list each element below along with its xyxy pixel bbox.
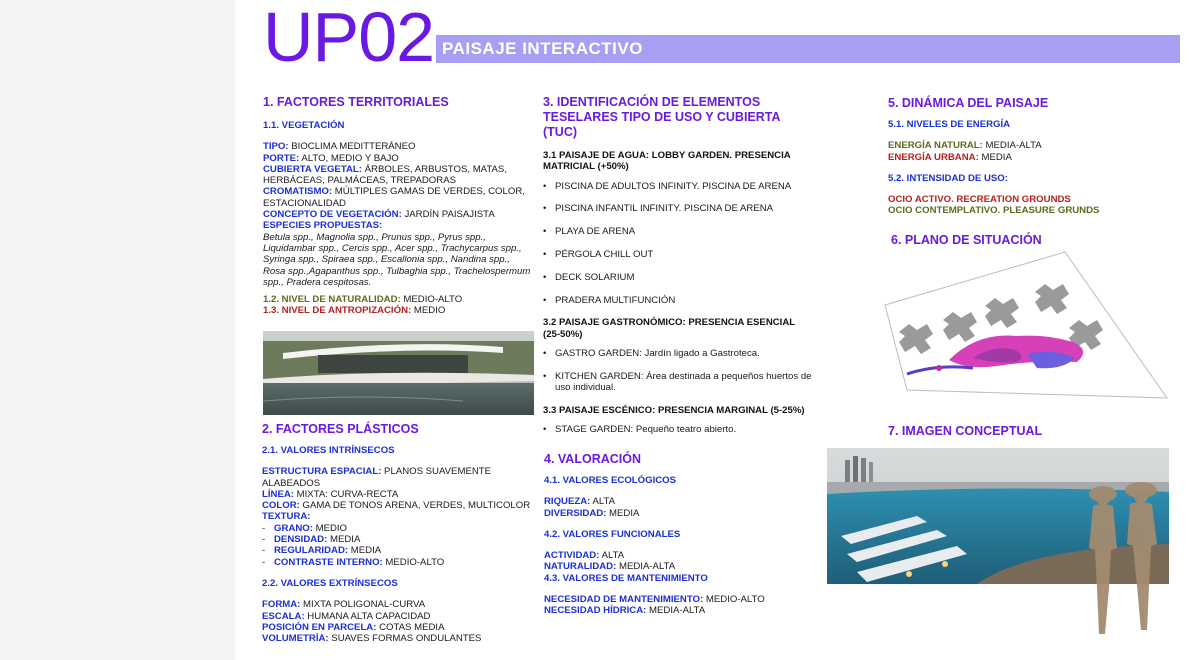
field-diversidad: DIVERSIDAD: MEDIA [544, 507, 640, 519]
field-volumetria: VOLUMETRÍA: SUAVES FORMAS ONDULANTES [262, 633, 482, 642]
section-2-2-title: 2.2. VALORES EXTRÍNSECOS [262, 577, 398, 589]
field-contraste: - CONTRASTE INTERNO: MEDIO-ALTO [262, 556, 445, 568]
column-plastic [262, 422, 542, 641]
house-pool-photo [263, 331, 534, 415]
section-4-2-title: 4.2. VALORES FUNCIONALES [544, 528, 681, 540]
column-valoracion [544, 452, 814, 617]
list-3-3 [543, 424, 813, 435]
section-7-title: 7. IMAGEN CONCEPTUAL [888, 424, 1043, 438]
column-dinamica [888, 96, 1178, 217]
bullet-icon: • [543, 203, 547, 215]
list-3-2 [543, 348, 813, 393]
list-item [543, 226, 813, 237]
list-item-text: STAGE GARDEN: Pequeño teatro abierto. [555, 424, 737, 436]
section-1-title: 1. FACTORES TERRITORIALES [263, 95, 449, 109]
bullet-icon: • [543, 347, 547, 359]
list-item [543, 272, 813, 283]
section-3-3-title: 3.3 PAISAJE ESCÉNICO: PRESENCIA MARGINAL (5-25%) [543, 404, 805, 416]
section-4-1-title: 4.1. VALORES ECOLÓGICOS [544, 475, 677, 486]
field-riqueza: RIQUEZA: ALTA [544, 496, 616, 508]
list-item [543, 424, 813, 435]
bullet-icon: • [543, 248, 547, 260]
people-silhouettes [1075, 478, 1171, 638]
ocio-activo: OCIO ACTIVO. RECREATION GROUNDS [888, 194, 1071, 206]
list-item [543, 295, 813, 306]
list-item-text: PISCINA DE ADULTOS INFINITY. PISCINA DE ARENA [555, 180, 792, 192]
field-concepto: CONCEPTO DE VEGETACIÓN: JARDÍN PAISAJISTA [263, 209, 495, 221]
bullet-icon: • [543, 424, 547, 436]
field-mantenimiento: NECESIDAD DE MANTENIMIENTO: MEDIO-ALTO [544, 594, 765, 606]
field-naturalidad: 1.2. NIVEL DE NATURALIDAD: MEDIO-ALTO [263, 294, 463, 306]
sheet-title-bar: PAISAJE INTERACTIVO [436, 35, 1180, 63]
field-textura: TEXTURA: [262, 511, 311, 523]
field-especies-value: Betula spp., Magnolia spp., Prunus spp., Pyrus spp., Liquidambar spp., Cercis spp., Acer spp., Trachycarpus spp., Syringa spp., Spiraea spp., Escallonia spp., Nandina spp., Rosa spp.,Agapanthus spp., Tulbaghia spp., Trachelospermum spp., Pradera cespitosas. [263, 231, 531, 288]
section-1-1-title: 1.1. VEGETACIÓN [263, 120, 345, 131]
section-5-2-title: 5.2. INTENSIDAD DE USO: [888, 172, 1008, 184]
sheet-code: UP02 [263, 0, 435, 76]
field-cromatismo: CROMATISMO: MÚLTIPLES GAMAS DE VERDES, COLOR, ESTACIONALIDAD [263, 186, 525, 209]
field-posicion: POSICIÓN EN PARCELA: COTAS MEDIA [262, 621, 445, 633]
list-item [543, 181, 813, 192]
section-3-2-title: 3.2 PAISAJE GASTRONÓMICO: PRESENCIA ESENCIAL (25-50%) [543, 317, 795, 340]
bullet-icon: • [543, 271, 547, 283]
list-3-1 [543, 181, 813, 306]
field-hidrica: NECESIDAD HÍDRICA: MEDIA-ALTA [544, 605, 706, 617]
field-escala: ESCALA: HUMANA ALTA CAPACIDAD [262, 610, 431, 622]
field-grano: - GRANO: MEDIO [262, 522, 348, 534]
section-4-title: 4. VALORACIÓN [544, 452, 641, 466]
field-cubierta: CUBIERTA VEGETAL: ÁRBOLES, ARBUSTOS, MATAS, HERBÁCEAS, PALMÁCEAS, TREPADORAS [263, 163, 507, 187]
section-2-1-title: 2.1. VALORES INTRÍNSECOS [262, 445, 395, 456]
section-6-block [891, 233, 1181, 248]
ocio-contemplativo: OCIO CONTEMPLATIVO. PLEASURE GRUNDS [888, 205, 1100, 217]
field-especies-label: ESPECIES PROPUESTAS: [263, 220, 383, 232]
field-estructura: ESTRUCTURA ESPACIAL: PLANOS SUAVEMENTE ALABEADOS [262, 466, 492, 489]
field-naturalidad-2: NATURALIDAD: MEDIA-ALTA [544, 561, 676, 573]
column-territorial [263, 95, 533, 317]
bullet-icon: • [543, 180, 547, 192]
field-energia-natural: ENERGÍA NATURAL: MEDIA-ALTA [888, 140, 1042, 152]
list-item-text: PLAYA DE ARENA [555, 226, 636, 238]
list-item-text: PISCINA INFANTIL INFINITY. PISCINA DE ARENA [555, 203, 774, 215]
field-forma: FORMA: MIXTA POLIGONAL-CURVA [262, 599, 426, 611]
column-tuc [543, 95, 813, 447]
section-3-1-title: 3.1 PAISAJE DE AGUA: LOBBY GARDEN. PRESENCIA MATRICIAL (+50%) [543, 150, 791, 173]
field-linea: LÍNEA: MIXTA: CURVA-RECTA [262, 488, 399, 500]
left-margin [0, 0, 235, 660]
field-regularidad: - REGULARIDAD: MEDIA [262, 545, 382, 557]
section-5-title: 5. DINÁMICA DEL PAISAJE [888, 96, 1049, 110]
list-item-text: DECK SOLARIUM [555, 271, 635, 283]
field-antropizacion: 1.3. NIVEL DE ANTROPIZACIÓN: MEDIO [263, 305, 446, 317]
section-5-1-title: 5.1. NIVELES DE ENERGÍA [888, 119, 1011, 130]
list-item [543, 371, 813, 394]
list-item [543, 249, 813, 260]
list-item-text: GASTRO GARDEN: Jardín ligado a Gastroteca. [555, 347, 760, 359]
field-densidad: - DENSIDAD: MEDIA [262, 534, 361, 546]
field-energia-urbana: ENERGÍA URBANA: MEDIA [888, 151, 1012, 163]
field-color: COLOR: GAMA DE TONOS ARENA, VERDES, MULTICOLOR [262, 500, 531, 512]
field-tipo: TIPO: BIOCLIMA MEDITTERÁNEO [263, 141, 416, 153]
list-item [543, 348, 813, 359]
bullet-icon: • [543, 226, 547, 238]
site-plan [877, 250, 1169, 400]
section-6-title: 6. PLANO DE SITUACIÓN [891, 233, 1042, 247]
bullet-icon: • [543, 294, 547, 306]
section-7-block [888, 424, 1178, 439]
section-3-title: 3. IDENTIFICACIÓN DE ELEMENTOS TESELARES TIPO DE USO Y CUBIERTA (TUC) [543, 95, 781, 139]
list-item [543, 203, 813, 214]
field-actividad: ACTIVIDAD: ALTA [544, 550, 625, 562]
section-4-3-title: 4.3. VALORES DE MANTENIMIENTO [544, 572, 708, 584]
list-item-text: PÉRGOLA CHILL OUT [555, 248, 654, 260]
section-2-title: 2. FACTORES PLÁSTICOS [262, 422, 419, 436]
list-item-text: KITCHEN GARDEN: Área destinada a pequeños huertos de uso individual. [555, 370, 812, 394]
bullet-icon: • [543, 370, 547, 382]
field-porte: PORTE: ALTO, MEDIO Y BAJO [263, 152, 399, 164]
list-item-text: PRADERA MULTIFUNCIÓN [555, 294, 676, 306]
